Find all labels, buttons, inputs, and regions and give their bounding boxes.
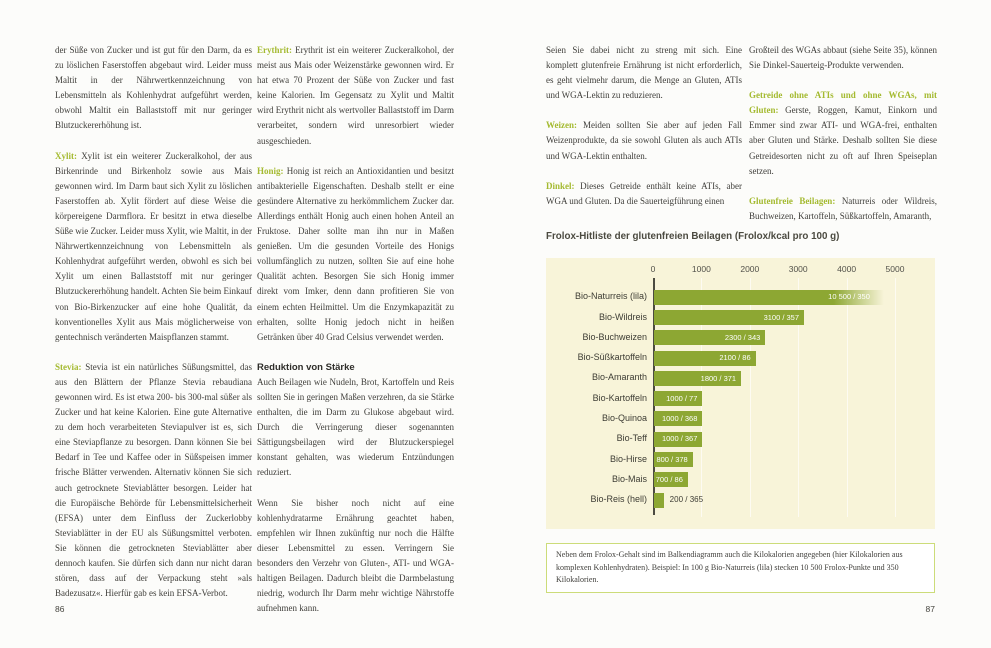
x-axis-tick-label: 4000 [837,264,857,274]
keyword-lead: Honig: [257,165,287,176]
category-label: Bio-Kartoffeln [592,392,647,403]
chart-row [546,348,935,368]
body-paragraph: Erythrit: Erythrit ist ein weiterer Zuckeralkohol, der meist aus Mais oder Weizenstärke gewonnen wird. Er hat etwa 70 Prozent der Süße von Zucker und fast keine Kalorien. Im Gegensatz zu Xylit und Maltit wird Erythrit nicht als wertvoller Ballaststoff im Darm verarbeitet, sondern wird unresorbiert wieder ausgeschieden. [257,45,454,146]
x-axis-tick-label: 0 [650,264,656,274]
x-axis-tick-label: 2000 [740,264,760,274]
body-paragraph: Wenn Sie bisher noch nicht auf eine kohlenhydratarme Ernährung geachtet haben, empfehlen wir Ihnen zukünftig nur noch die Hälfte dieser Lebensmittel zu essen. Verringern Sie besonders den Verzehr von Gluten-, ATI- und WGA-haltigen Beilagen. Dadurch bleibt die Darmbelastung niedrig, wodurch Ihr Darm mehr wichtige Nährstoffe aufnehmen kann. [257,497,454,614]
body-paragraph: Auch Beilagen wie Nudeln, Brot, Kartoffeln und Reis sollten Sie in geringen Maßen verzehren, da sie Stärke enthalten, die im Darm zu Glukose abgebaut wird. Durch die Verringerung dieser sogenannten Sättigungsbeilagen wird der Blutzuckerspiegel konstant gehalten, was wiederum Entzündungen reduziert. [257,376,454,478]
keyword-lead: Weizen: [546,120,583,131]
bar [654,493,664,508]
page-number-right: 87 [925,604,935,614]
chart-row [546,388,935,408]
bar-value-label: 1000 / 367 [661,434,698,444]
bar-value-label: 700 / 86 [655,475,683,485]
bar-value-label: 200 / 365 [669,495,704,505]
bar-value-label: 2100 / 86 [719,353,751,363]
body-paragraph: Honig: Honig ist reich an Antioxidantien und besitzt antibakterielle Eigenschaften. Deshalb stellt er eine gesündere Alternative zu herkömmlichem Zucker dar. Allerdings enthält Honig auch einen hohen Anteil an Fruktose. Daher sollte man ihn nur in Maßen genießen. Um die gesunden Vorteile des Honigs vollumfänglich zu nutzen, sollten Sie auf eine hohe Qualität achten. Besorgen Sie sich Honig immer direkt vom Imker, denn dann profitieren Sie von einem echten Heilmittel. Um die Enzymkapazität zu erhalten, sollte Honig jedoch nicht in heißen Getränken über 40 Grad Celsius verwendet werden. [257,165,454,342]
body-paragraph: Xylit: Xylit ist ein weiterer Zuckeralkohol, der aus Birkenrinde und Birkenholz sowie aus Mais gewonnen wird. Im Darm baut sich Xylit zu löslichen Faserstoffen ab. Xylit fördert auf diese Weise die körpereigene Darmflora. Er besitzt in etwa dieselbe Süße wie Zucker. Leider muss Xylit, wie Maltit, in der Nährwertkennzeichnung von Lebensmitteln als Kohlenhydrat aufgeführt werden, obwohl es sich bei Xylit um einen Ballaststoff mit nur geringer Blutzuckererhöhung handelt. Achten Sie beim Einkauf von Bio-Birkenzucker auf eine hohe Qualität, da konventionelles Xylit aus Mais möglicherweise von gentechnisch veränderten Maispflanzen stammt. [55,150,252,342]
section-heading: Reduktion von Stärke [257,361,355,373]
keyword-lead: Stevia: [55,361,86,372]
bar [654,310,804,325]
bar [654,290,884,305]
chart-row [546,449,935,469]
keyword-lead: Erythrit: [257,45,296,55]
chart-row [546,328,935,348]
bar [654,351,756,366]
body-paragraph: Stevia: Stevia ist ein natürliches Süßungsmittel, das aus den Blättern der Pflanze Stevia rebaudiana gewonnen wird. Es ist etwa 200- bis 300-mal süßer als Zucker und hat keine Kalorien. Eine gute Alternative zu dem hoch verarbeiteten Steviapulver ist es, sich eine Steviapflanze zu besorgen. Dann können Sie bei Bedarf in Tee und Kaffee oder in Süßspeisen immer frische Blätter verwenden. Alternativ können Sie sich auch getrocknete Steviablätter besorgen. Leider hat die Europäische Behörde für Lebensmittelsicherheit (EFSA) unter dem Einfluss der Zuckerlobby Steviablätter in der EU als Süßungsmittel verboten. Sie können die getrockneten Steviablätter aber dennoch kaufen. Sie dürfen sich dann nur nicht daran stören, dass auf der Verpackung steht »als Badezusatz«. Hierfür gab es kein EFSA-Verbot. [55,361,252,599]
keyword-lead: Xylit: [55,150,82,161]
chart-row [546,307,935,327]
category-label: Bio-Reis (hell) [590,494,647,505]
bar [654,371,741,386]
chart-row [546,368,935,388]
chart-row [546,287,935,307]
bar [654,411,702,426]
chart-title: Frolox-Hitliste der glutenfreien Beilagen (Frolox/kcal pro 100 g) [546,231,840,242]
category-label: Bio-Naturreis (lila) [574,291,647,302]
keyword-lead: Getreide ohne ATIs und ohne WGAs, mit Gluten: [749,90,937,116]
bar [654,472,688,487]
bar-value-label: 1800 / 371 [700,373,737,383]
bar [654,432,702,447]
bar [654,391,702,406]
bar [654,330,765,345]
page-number-left: 86 [55,604,65,614]
category-label: Bio-Wildreis [598,311,647,322]
bar-value-label: 2300 / 343 [724,332,761,342]
body-paragraph: Großteil des WGAs abbaut (siehe Seite 35), können Sie Dinkel-Sauerteig-Produkte verwenden. [749,45,937,71]
category-label: Bio-Teff [616,433,647,444]
x-axis-tick-label: 5000 [885,264,905,274]
body-paragraph: Dinkel: Dieses Getreide enthält keine ATIs, aber WGA und Gluten. Da die Sauerteigführung einen [546,180,742,206]
chart-panel [546,258,935,529]
chart-footnote-box: Neben dem Frolox-Gehalt sind im Balkendiagramm auch die Kilokalorien angegeben (hier Kilokalorien aus komplexen Kohlenhydraten). Beispiel: In 100 g Bio-Naturreis (lila) stecken 10 500 Frolox-Punkte und 350 Kilokalorien. [546,543,935,593]
body-paragraph: Glutenfreie Beilagen: Naturreis oder Wildreis, Buchweizen, Kartoffeln, Süßkartoffeln, Amaranth, [749,195,937,221]
bar-value-label: 1000 / 77 [666,393,698,403]
body-paragraph: der Süße von Zucker und ist gut für den Darm, da es zu löslichen Faserstoffen abgebaut wird. Leider muss Maltit in der Nährwertkennzeichnung von Lebensmitteln als Kohlenhydrat aufgeführt werden, obwohl Maltit ein Ballaststoff mit nur geringer Blutzuckererhöhung ist. [55,45,252,131]
body-paragraph: Weizen: Meiden sollten Sie aber auf jeden Fall Weizenprodukte, da sie sowohl Gluten als auch ATIs und WGA-Lektin enthalten. [546,120,742,161]
chart-row [546,429,935,449]
bar-value-label: 800 / 378 [656,454,688,464]
keyword-lead: Glutenfreie Beilagen: [749,195,842,206]
right-page-column-1 [546,43,742,209]
keyword-lead: Dinkel: [546,180,581,191]
bar-value-label: 1000 / 368 [661,414,698,424]
bar-value-label: 3100 / 357 [763,312,800,322]
body-paragraph: Getreide ohne ATIs und ohne WGAs, mit Gluten: Gerste, Roggen, Kamut, Einkorn und Emmer sind zwar ATI- und WGA-frei, enthalten aber Gluten und Stärke. Deshalb sollten Sie diese Getreidesorten nicht zu oft auf Ihren Speiseplan setzen. [749,90,937,176]
body-paragraph: Seien Sie dabei nicht zu streng mit sich. Eine komplett glutenfreie Ernährung ist nicht erforderlich, es geht vielmehr darum, die Menge an Gluten, ATIs und WGA-Lektin zu reduzieren. [546,45,742,101]
category-label: Bio-Quinoa [601,412,647,423]
chart-row [546,470,935,490]
left-page-column-2 [257,43,454,616]
chart-row [546,409,935,429]
right-page-column-2 [749,43,937,224]
category-label: Bio-Buchweizen [582,331,647,342]
chart-rows [546,287,935,510]
x-axis-tick-label: 3000 [788,264,808,274]
category-label: Bio-Hirse [609,453,647,464]
bar [654,452,693,467]
category-label: Bio-Amaranth [591,372,647,383]
x-axis-tick-label: 1000 [691,264,711,274]
category-label: Bio-Mais [611,473,647,484]
chart-row [546,490,935,510]
left-page-column-1 [55,43,252,601]
bar-value-label: 10 500 / 350 [828,292,870,302]
category-label: Bio-Süßkartoffeln [577,352,647,363]
